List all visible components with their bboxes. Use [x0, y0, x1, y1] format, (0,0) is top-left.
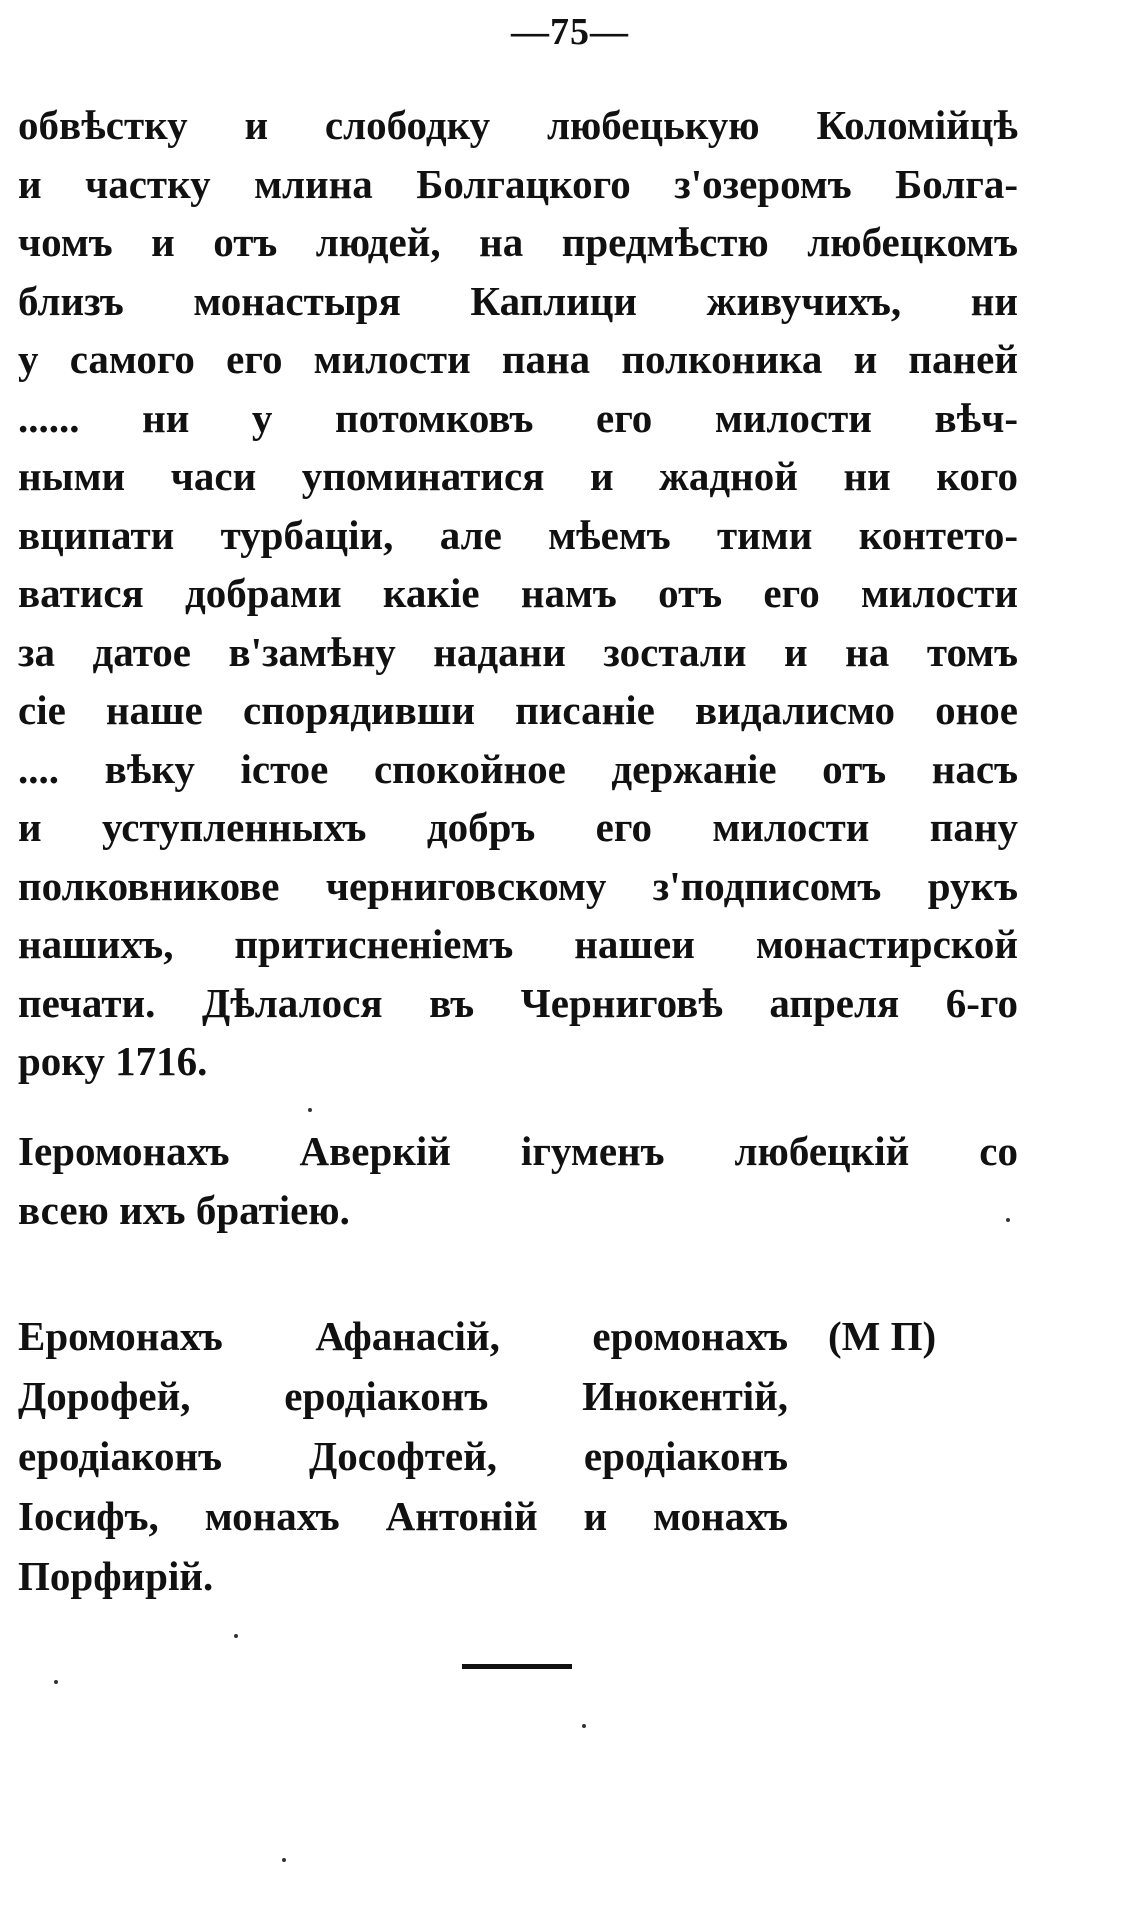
text-line: ...... ни у потомковъ его милости вѣч- — [18, 394, 1018, 441]
text-line: чомъ и отъ людей, на предмѣстю любецкомъ — [18, 219, 1018, 265]
signatories-list — [18, 1306, 948, 1606]
text-line: нашихъ, притисненіемъ нашеи монастирской — [18, 921, 1018, 967]
text-line: и уступленныхъ добръ его милости пану — [18, 804, 1018, 850]
signatory-row — [18, 1366, 948, 1426]
hegumen-signature — [18, 1122, 1018, 1239]
text-line: сіе наше спорядивши писаніе видалисмо оное — [18, 687, 1018, 733]
text-line: у самого его милости пана полконика и паней — [18, 336, 1018, 382]
text-line: полковникове черниговскому з'подписомъ рукъ — [18, 862, 1018, 909]
text-line: ватися добрами какіе намъ отъ его милости — [18, 570, 1018, 616]
print-speck — [54, 1680, 58, 1684]
text-line: печати. Дѣлалося въ Черниговѣ апреля 6-го — [18, 979, 1018, 1026]
text-line: року 1716. — [18, 1038, 208, 1084]
print-speck — [308, 1108, 312, 1112]
text-line: ными часи упоминатися и жадной ни кого — [18, 453, 1018, 499]
seal-mark: (М П) — [828, 1313, 937, 1359]
print-speck — [582, 1724, 586, 1728]
signatory-row — [18, 1546, 948, 1606]
signatory-row — [18, 1426, 948, 1486]
signature-line: Іеромонахъ Аверкій ігуменъ любецкій со — [18, 1128, 1018, 1174]
page-number: —75— — [511, 11, 629, 53]
text-line: вципати турбаціи, але мѣемъ тими контето- — [18, 511, 1018, 558]
text-line: и частку млина Болгацкого з'озеромъ Болга- — [18, 160, 1018, 207]
text-line: обвѣстку и слободку любецькую Коломійцѣ — [18, 102, 1018, 148]
main-paragraph — [18, 96, 1018, 1091]
signatory-line: еродіаконъ Дософтей, еродіаконъ — [18, 1433, 788, 1479]
signatory-line: Іосифъ, монахъ Антоній и монахъ — [18, 1493, 788, 1539]
text-line: за датое в'замѣну надани зостали и на томъ — [18, 628, 1018, 675]
text-line: близъ монастыря Каплици живучихъ, ни — [18, 277, 1018, 324]
print-speck — [1006, 1218, 1010, 1222]
signature-line: всею ихъ братіею. — [18, 1186, 350, 1233]
signatory-row — [18, 1486, 948, 1546]
signatory-line: Порфирій. — [18, 1553, 214, 1599]
signatory-line: Дорофей, еродіаконъ Инокентій, — [18, 1373, 788, 1419]
signatory-line: Еромонахъ Афанасій, еромонахъ — [18, 1313, 788, 1359]
text-line: .... вѣку істое спокойное держаніе отъ насъ — [18, 745, 1018, 792]
signatory-row — [18, 1306, 948, 1366]
print-speck — [234, 1634, 238, 1638]
print-speck — [282, 1858, 286, 1862]
end-rule — [462, 1664, 572, 1669]
